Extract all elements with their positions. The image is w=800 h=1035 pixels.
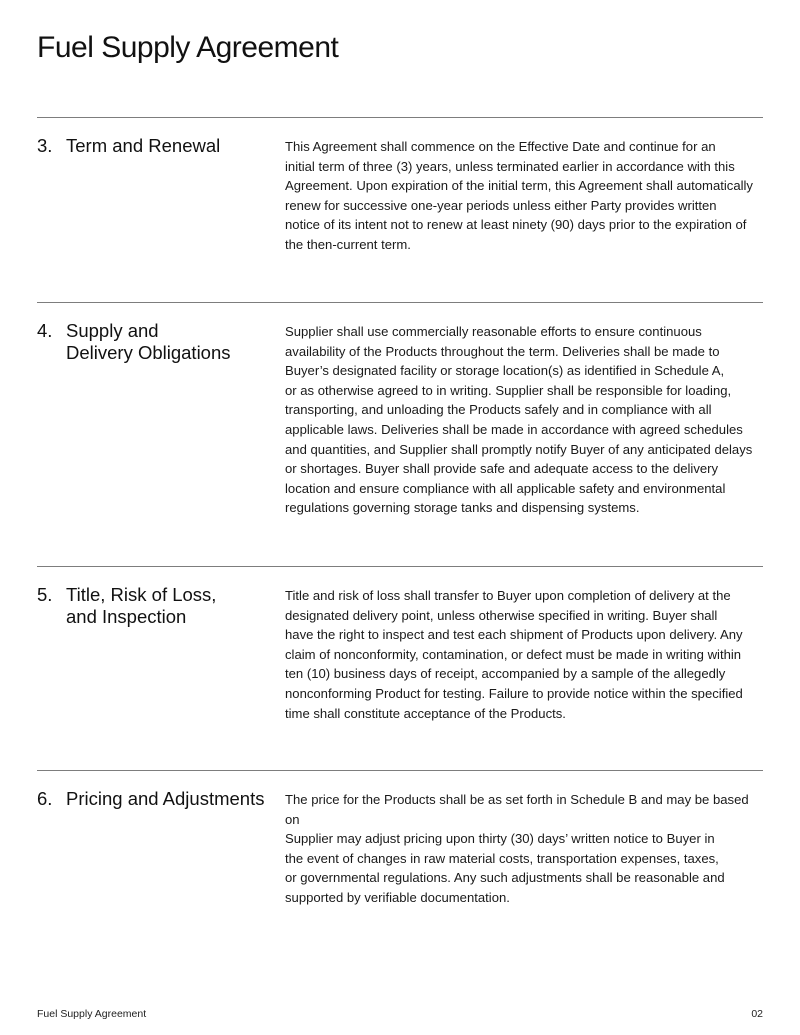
footer-document-title: Fuel Supply Agreement [37, 1008, 147, 1020]
section-supply-and-delivery [37, 302, 763, 516]
section-heading: Term and Renewal [66, 135, 221, 156]
section-body: Supplier shall use commercially reasonable efforts to ensure continuous availability of the Products throughout the term. Deliveries shall be made to Buyer’s designated facility or storage location(s) as identified in Schedule A, or as otherwise agreed to in writing. Supplier shall be responsible for loading, transporting, and unloading the Products safely and in compliance with all applicable laws. Deliveries shall be made in accordance with agreed schedules and quantities, and Supplier shall promptly notify Buyer of any anticipated delays or shortages. Buyer shall provide safe and adequate access to the delivery location and ensure compliance with all applicable safety and environmental regulations governing storage tanks and dispensing systems. [285, 324, 753, 516]
page-title: Fuel Supply Agreement [37, 31, 339, 64]
section-term-and-renewal [37, 117, 763, 252]
section-number: 5. [37, 584, 53, 605]
section-title-risk-inspection [37, 566, 763, 721]
section-heading: Title, Risk of Loss, and Inspection [66, 584, 217, 627]
section-heading: Supply and Delivery Obligations [66, 320, 231, 363]
section-number: 4. [37, 320, 53, 341]
section-body: Title and risk of loss shall transfer to Buyer upon completion of delivery at the designated delivery point, unless otherwise specified in writing. Buyer shall have the right to inspect and test each shipment of Products upon delivery. Any claim of nonconformity, contamination, or defect must be made in writing within ten (10) business days of receipt, accompanied by a sample of the allegedly nonconforming Product for testing. Failure to provide notice within the specified time shall constitute acceptance of the Products. [285, 588, 743, 721]
section-pricing-and-adjustments [37, 770, 763, 905]
section-heading: Pricing and Adjustments [66, 788, 265, 809]
section-body: This Agreement shall commence on the Effective Date and continue for an initial term of three (3) years, unless terminated earlier in accordance with this Agreement. Upon expiration of the initial term, this Agreement shall automatically renew for successive one-year periods unless either Party provides written notice of its intent not to renew at least ninety (90) days prior to the expiration of the then-current term. [285, 139, 753, 252]
footer-page-number: 02 [751, 1008, 763, 1020]
section-body: The price for the Products shall be as set forth in Schedule B and may be based on Supplier may adjust pricing upon thirty (30) days’ written notice to Buyer in the event of changes in raw material costs, transportation expenses, taxes, or governmental regulations. Any such adjustments shall be reasonable and supported by verifiable documentation. [285, 792, 749, 905]
section-number: 3. [37, 135, 53, 156]
section-number: 6. [37, 788, 53, 809]
